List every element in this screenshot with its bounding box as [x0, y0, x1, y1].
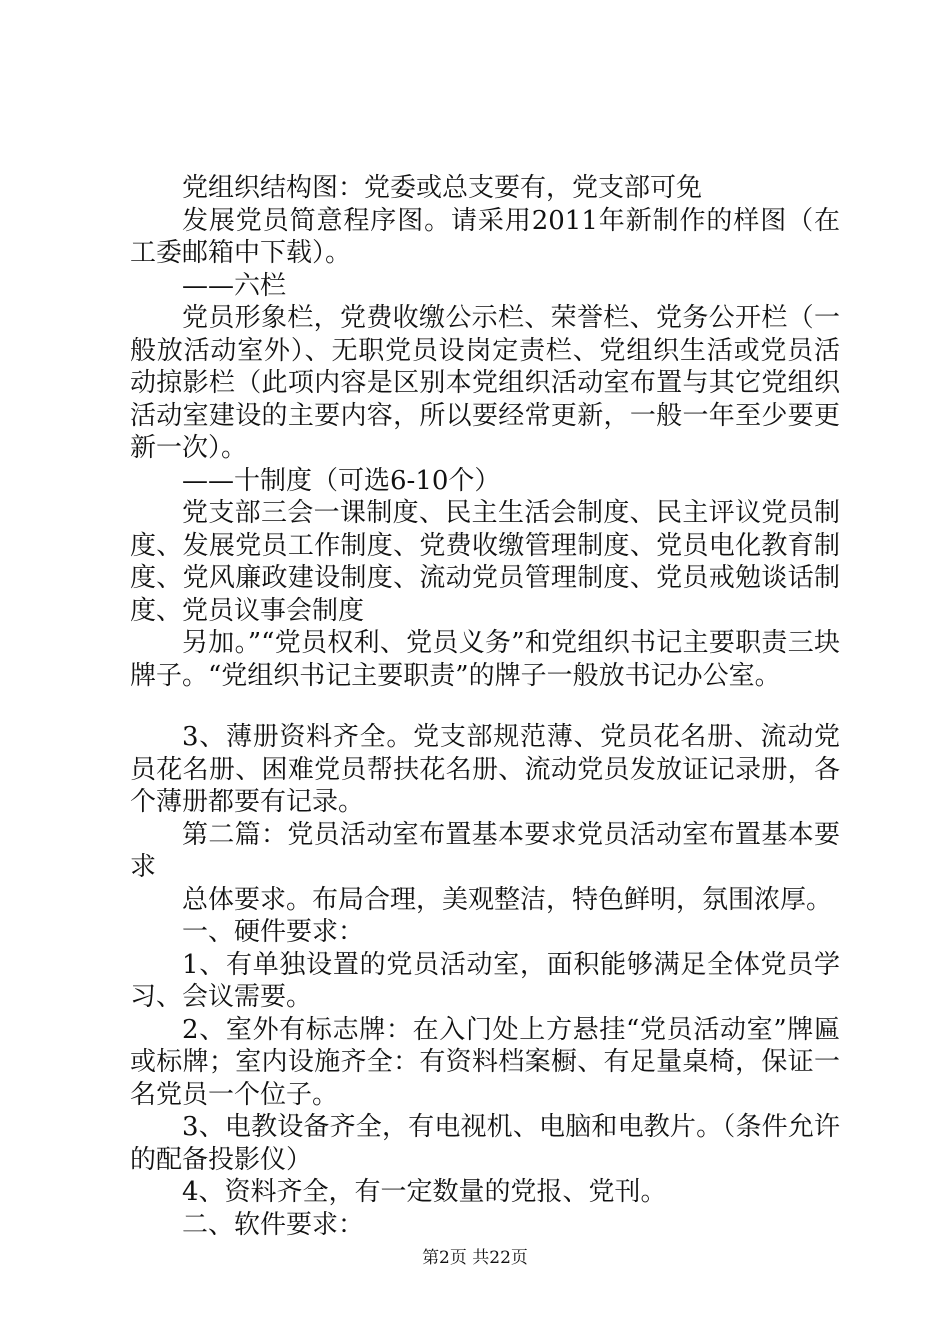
paragraph-hardware-3: 3、电教设备齐全，有电视机、电脑和电教片。（条件允许的配备投影仪）	[130, 1112, 840, 1175]
heading-ten-systems: ——十制度（可选6-10个）	[182, 465, 501, 496]
paragraph-records: 3、薄册资料齐全。党支部规范薄、党员花名册、流动党员花名册、困难党员帮扶花名册、流动党员发放证记录册，各个薄册都要有记录。	[130, 722, 840, 817]
heading-hardware-requirements: 一、硬件要求：	[182, 917, 365, 947]
paragraph-development-procedure: 发展党员简意程序图。请采用2011年新制作的样图（在工委邮箱中下载）。	[130, 205, 840, 268]
paragraph-org-structure: 党组织结构图：党委或总支要有，党支部可免	[182, 173, 703, 203]
heading-software-requirements: 二、软件要求：	[182, 1209, 365, 1240]
paragraph-ten-systems: 党支部三会一课制度、民主生活会制度、民主评议党员制度、发展党员工作制度、党费收缴管理制度、党员电化教育制度、党风廉政建设制度、流动党员管理制度、党员戒勉谈话制度、党员议事会制度	[130, 498, 840, 626]
paragraph-chapter-two-title: 第二篇：党员活动室布置基本要求党员活动室布置基本要求	[130, 819, 840, 882]
paragraph-extra-boards: 另加。”“党员权利、党员义务”和党组织书记主要职责三块牌子。“党组织书记主要职责”的牌子一般放书记办公室。	[130, 628, 840, 691]
paragraph-hardware-4: 4、资料齐全，有一定数量的党报、党刊。	[182, 1177, 667, 1207]
paragraph-hardware-2: 2、室外有标志牌：在入门处上方悬挂“党员活动室”牌匾或标牌；室内设施齐全：有资料档案橱、有足量桌椅，保证一名党员一个位子。	[130, 1014, 840, 1110]
paragraph-hardware-1: 1、有单独设置的党员活动室，面积能够满足全体党员学习、会议需要。	[130, 949, 840, 1012]
paragraph-six-columns: 党员形象栏，党费收缴公示栏、荣誉栏、党务公开栏（一般放活动室外）、无职党员设岗定责栏、党组织生活或党员活动掠影栏（此项内容是区别本党组织活动室布置与其它党组织活动室建设的主要内容，所以要经常更新，一般一年至少要更新一次）。	[130, 303, 840, 463]
page-footer: 第2页 共22页	[422, 1248, 528, 1268]
heading-six-columns: ——六栏	[182, 270, 287, 301]
paragraph-general-requirements: 总体要求。布局合理，美观整洁，特色鲜明，氛围浓厚。	[182, 884, 833, 915]
document-body	[130, 172, 840, 1241]
